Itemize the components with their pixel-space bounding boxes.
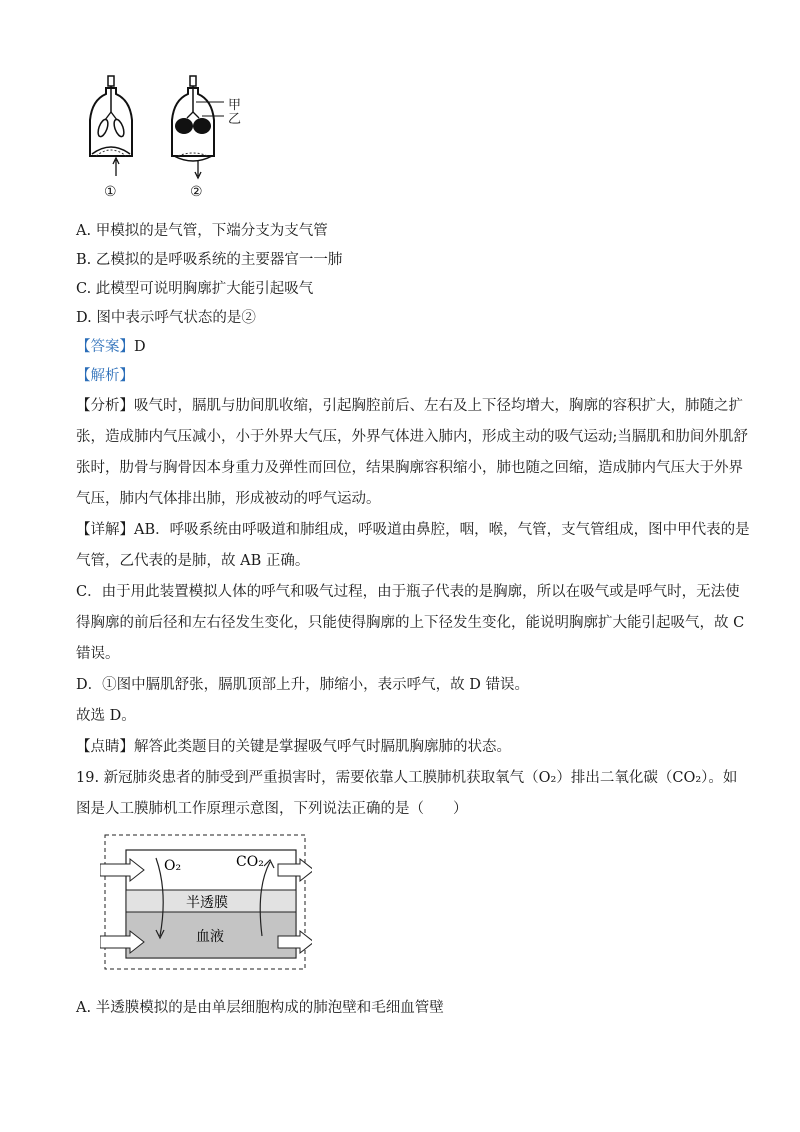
q19-option-a: A. 半透膜模拟的是由单层细胞构成的肺泡壁和毛细血管壁	[76, 1000, 444, 1016]
detail-line-2: 气管，乙代表的是肺，故 AB 正确。	[76, 553, 310, 569]
comment-line	[76, 737, 511, 757]
q19-stem-line-1: 19. 新冠肺炎患者的肺受到严重损害时，需要依靠人工膜肺机获取氧气（O₂）排出二氧化碳（CO₂）。如	[76, 770, 738, 786]
detail-line-6: D．①图中膈肌舒张，膈肌顶部上升，肺缩小，表示呼气，故 D 错误。	[76, 677, 529, 693]
analysis-line-1	[76, 396, 743, 416]
answer-value: D	[134, 339, 146, 355]
membrane-lung-diagram	[100, 832, 312, 972]
detail-line-4: 得胸廓的前后径和左右径发生变化，只能使得胸廓的上下径发生变化，能说明胸廓扩大能引起吸气，故 C	[76, 615, 745, 631]
bell-jar-right	[172, 76, 224, 178]
figure-label-2: ②	[190, 184, 203, 200]
analysis-line-2: 张，造成肺内气压减小，小于外界大气压，外界气体进入肺内，形成主动的吸气运动;当膈肌和肋间外肌舒	[76, 429, 748, 445]
analysis-tag: 【分析】	[76, 398, 134, 414]
membrane-label: 半透膜	[186, 895, 228, 911]
option-c: C. 此模型可说明胸廓扩大能引起吸气	[76, 281, 314, 297]
answer-line	[76, 337, 146, 357]
o2-label: O₂	[164, 858, 182, 874]
option-d: D. 图中表示呼气状态的是②	[76, 310, 256, 326]
figure-label-1: ①	[104, 184, 117, 200]
co2-label: CO₂	[236, 854, 264, 870]
analysis-text-1: 吸气时，膈肌与肋间肌收缩，引起胸腔前后、左右及上下径均增大，胸廓的容积扩大，肺随之扩	[134, 398, 743, 414]
q19-stem-line-2: 图是人工膜肺机工作原理示意图，下列说法正确的是（ ）	[76, 801, 468, 817]
marker-jia: 甲	[228, 98, 242, 113]
marker-yi: 乙	[228, 112, 242, 127]
option-a: A. 甲模拟的是气管，下端分支为支气管	[76, 223, 328, 239]
detail-tag: 【详解】	[76, 522, 134, 538]
detail-text-1: AB．呼吸系统由呼吸道和肺组成，呼吸道由鼻腔，咽，喉，气管，支气管组成，图中甲代表的是	[134, 522, 750, 538]
analysis-line-3: 张时，肋骨与胸骨因本身重力及弹性而回位，结果胸廓容积缩小，肺也随之回缩，造成肺内气压大于外界	[76, 460, 743, 476]
analysis-line-4: 气压，肺内气体排出肺，形成被动的呼气运动。	[76, 491, 381, 507]
detail-line-1	[76, 520, 750, 540]
analysis-header: 【解析】	[76, 368, 134, 384]
detail-line-5: 错误。	[76, 646, 120, 662]
comment-tag: 【点睛】	[76, 739, 134, 755]
comment-text: 解答此类题目的关键是掌握吸气呼气时膈肌胸廓肺的状态。	[134, 739, 511, 755]
detail-line-3: C．由于用此装置模拟人体的呼气和吸气过程，由于瓶子代表的是胸廓，所以在吸气或是呼气时，无法使	[76, 584, 740, 600]
bell-jar-left	[90, 76, 132, 176]
detail-line-7: 故选 D。	[76, 708, 136, 724]
option-b: B. 乙模拟的是呼吸系统的主要器官一一肺	[76, 252, 343, 268]
blood-label: 血液	[196, 929, 224, 945]
answer-tag: 【答案】	[76, 339, 134, 355]
